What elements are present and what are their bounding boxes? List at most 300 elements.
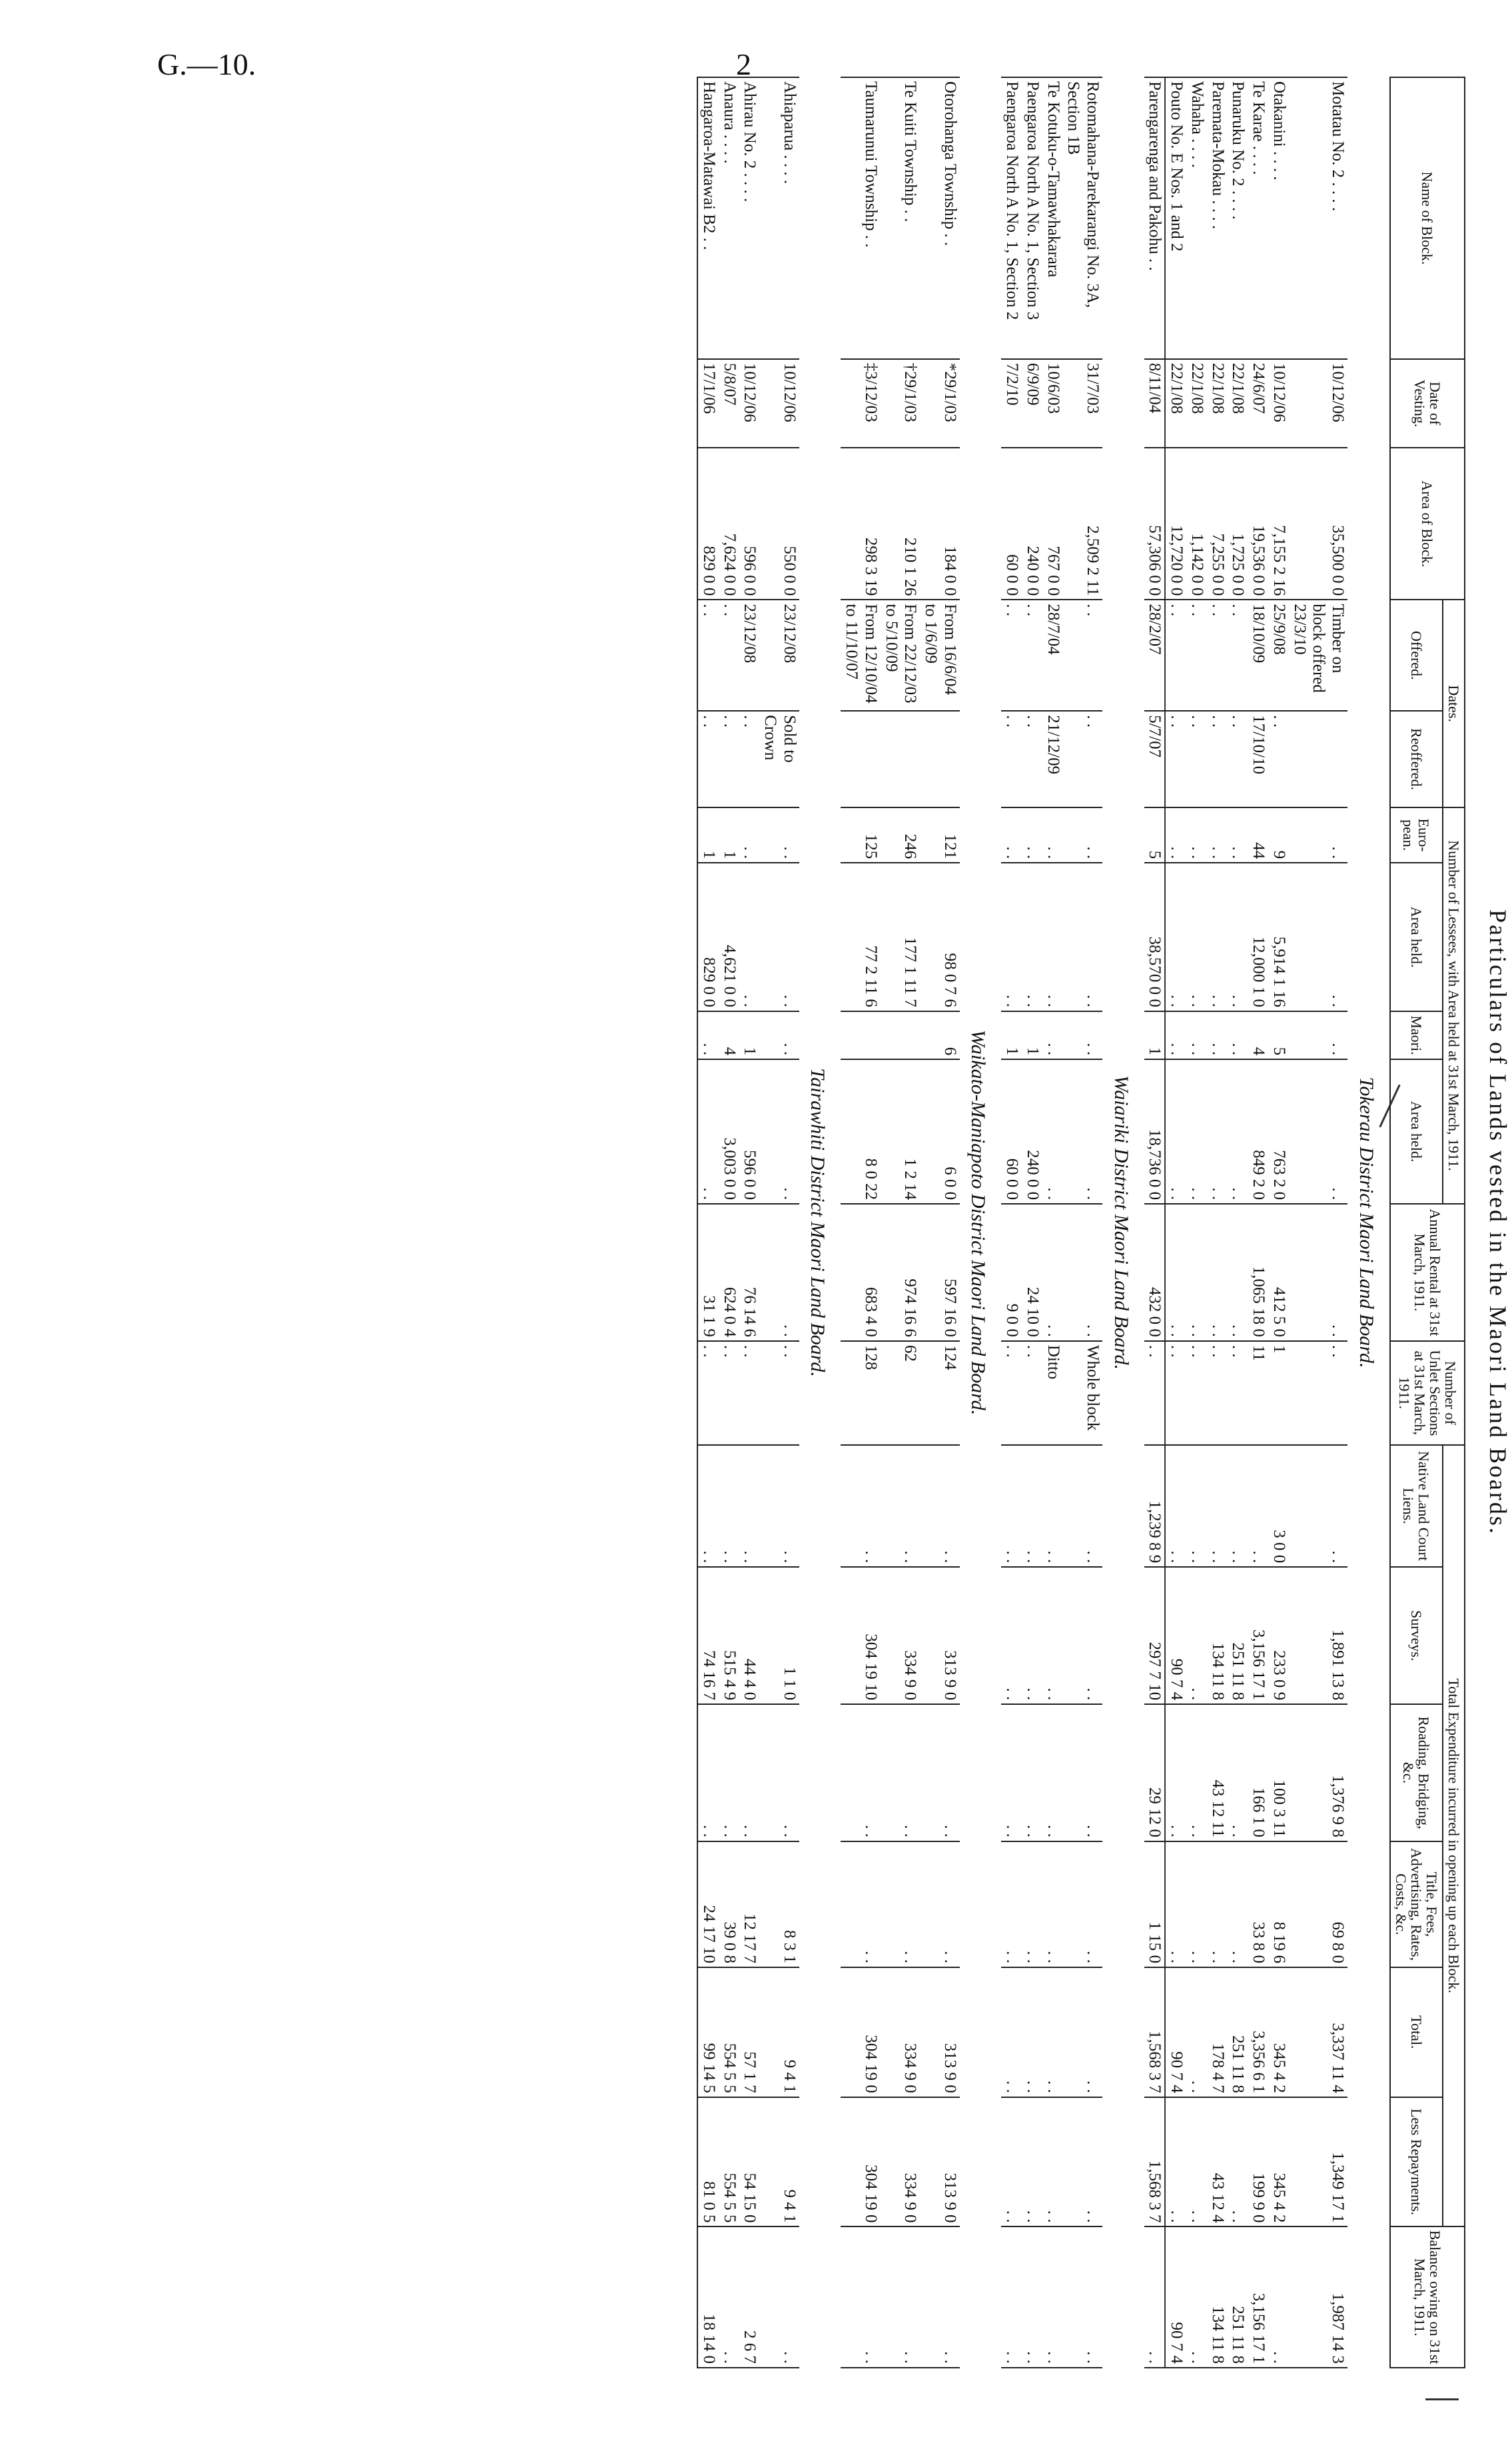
unlet-sections: 62 (881, 1341, 921, 1445)
table-row (759, 77, 799, 2368)
table-row (841, 77, 881, 2368)
offered-date: 23/12/08 (759, 600, 799, 711)
col-maori: Maori. (1390, 1011, 1443, 1059)
balance-owing: 90 7 4 (1165, 2226, 1186, 2368)
total-cost: 313 9 0 (920, 1967, 960, 2097)
offered-date: . . (1228, 600, 1248, 711)
block-area: 298 3 19 (841, 448, 881, 600)
annual-rental: 9 0 0 (1001, 1204, 1022, 1341)
court-liens: . . (841, 1445, 881, 1568)
annual-rental: 683 4 0 (841, 1204, 881, 1341)
annual-rental: 76 14 6 (739, 1204, 760, 1341)
balance-owing: 134 11 8 (1207, 2226, 1228, 2368)
table-row (1042, 77, 1063, 2368)
roading-cost: . . (1228, 1704, 1248, 1841)
block-name: Te Karae . . . . (1248, 77, 1268, 359)
title-fees: . . (881, 1841, 921, 1967)
roading-cost: . . (881, 1704, 921, 1841)
repayments: . . (1042, 2097, 1063, 2227)
european-area: . . (1186, 863, 1207, 1011)
balance-owing: . . (759, 2226, 799, 2368)
european-count: . . (1186, 807, 1207, 863)
vesting-date: 22/1/08 (1186, 359, 1207, 448)
maori-count: . . (1228, 1011, 1248, 1059)
maori-count: . . (1186, 1011, 1207, 1059)
maori-area: 849 2 0 (1248, 1059, 1268, 1204)
block-name: Parengarenga and Pakohu . . (1144, 77, 1166, 359)
col-repayments: Less Repayments. (1390, 2097, 1443, 2227)
section-heading: Waikato-Maniapoto District Maori Land Board. (967, 1029, 990, 1416)
reoffered-date (841, 711, 881, 807)
repayments: 199 9 0 (1248, 2097, 1268, 2227)
annual-rental: 597 16 0 (920, 1204, 960, 1341)
unlet-sections: . . (1001, 1341, 1022, 1445)
repayments: 54 15 0 (739, 2097, 760, 2227)
european-area: . . (1001, 863, 1022, 1011)
surveys-cost: 334 9 0 (881, 1567, 921, 1704)
roading-cost: 1,376 9 8 (1289, 1704, 1347, 1841)
european-count: 246 (881, 807, 921, 863)
maori-count (881, 1011, 921, 1059)
col-roading: Roading, Bridging, &c. (1390, 1704, 1443, 1841)
block-area: 60 0 0 (1001, 448, 1022, 600)
block-name: Ahiaparua . . . . (759, 77, 799, 359)
table-row (719, 77, 739, 2368)
maori-area: 60 0 0 (1001, 1059, 1022, 1204)
european-count: . . (1001, 807, 1022, 863)
table-row (1144, 77, 1166, 2368)
offered-date: From 16/6/04 to 1/6/09 (920, 600, 960, 711)
col-name: Name of Block. (1390, 77, 1465, 359)
european-area: . . (759, 863, 799, 1011)
total-cost: . . (1001, 1967, 1022, 2097)
annual-rental: 974 16 6 (881, 1204, 921, 1341)
european-count: . . (739, 807, 760, 863)
european-count: 1 (697, 807, 719, 863)
roading-cost: . . (759, 1704, 799, 1841)
court-liens: . . (697, 1445, 719, 1568)
european-area: . . (1207, 863, 1228, 1011)
surveys-cost: 44 4 0 (739, 1567, 760, 1704)
roading-cost: . . (1165, 1704, 1186, 1841)
roading-cost: . . (1022, 1704, 1042, 1841)
block-name: Paengaroa North A No. 1, Section 2 (1001, 77, 1022, 359)
vesting-date: 22/1/08 (1165, 359, 1186, 448)
balance-owing: . . (881, 2226, 921, 2368)
reoffered-date (920, 711, 960, 807)
court-liens: . . (1289, 1445, 1347, 1568)
maori-area: . . (1186, 1059, 1207, 1204)
section-heading-row (799, 77, 841, 2368)
unlet-sections: . . (1289, 1341, 1347, 1445)
european-count: . . (1289, 807, 1347, 863)
maori-count: 1 (1022, 1011, 1042, 1059)
maori-count: . . (1165, 1011, 1186, 1059)
european-count: 44 (1248, 807, 1268, 863)
offered-date: From 22/12/03 to 5/10/09 (881, 600, 921, 711)
section-heading: Tairawhiti District Maori Land Board. (807, 1068, 829, 1377)
block-area: 829 0 0 (697, 448, 719, 600)
section-heading-row (960, 77, 1002, 2368)
roading-cost: . . (1186, 1704, 1207, 1841)
balance-owing: . . (1063, 2226, 1103, 2368)
unlet-sections: . . (1144, 1341, 1166, 1445)
reoffered-date: 21/12/09 (1042, 711, 1063, 807)
court-liens: . . (759, 1445, 799, 1568)
european-area: . . (1042, 863, 1063, 1011)
maori-area: . . (1165, 1059, 1186, 1204)
annual-rental: . . (1186, 1204, 1207, 1341)
annual-rental: 31 1 9 (697, 1204, 719, 1341)
annual-rental: 1,065 18 0 (1248, 1204, 1268, 1341)
total-cost: 57 1 7 (739, 1967, 760, 2097)
repayments: 313 9 0 (920, 2097, 960, 2227)
block-name: Otakanini . . . . (1268, 77, 1289, 359)
col-balance: Balance owing on 31st March, 1911. (1390, 2226, 1465, 2368)
surveys-cost: . . (1186, 1567, 1207, 1704)
repayments: 304 19 0 (841, 2097, 881, 2227)
court-liens: . . (1228, 1445, 1248, 1568)
european-count: 9 (1268, 807, 1289, 863)
reoffered-date: . . (1022, 711, 1042, 807)
unlet-sections: Ditto (1042, 1341, 1063, 1445)
court-liens: . . (1186, 1445, 1207, 1568)
reoffered-date: . . (1228, 711, 1248, 807)
european-area: . . (1228, 863, 1248, 1011)
block-name: Punaruku No. 2 . . . . (1228, 77, 1248, 359)
reoffered-date: . . (739, 711, 760, 807)
maori-count: . . (697, 1011, 719, 1059)
col-area-held-maori: Area held. (1390, 1059, 1443, 1204)
repayments: . . (1022, 2097, 1042, 2227)
repayments: . . (1063, 2097, 1103, 2227)
european-area: 4,621 0 0 (719, 863, 739, 1011)
balance-owing: 3,156 17 1 (1248, 2226, 1268, 2368)
european-count: . . (1207, 807, 1228, 863)
rotated-page (187, 77, 1512, 2368)
european-area: 5,914 1 16 (1268, 863, 1289, 1011)
block-area: 240 0 0 (1022, 448, 1042, 600)
roading-cost: 29 12 0 (1144, 1704, 1166, 1841)
unlet-sections: . . (739, 1341, 760, 1445)
vesting-date: 10/12/06 (1289, 359, 1347, 448)
european-area: . . (1289, 863, 1347, 1011)
european-count: 5 (1144, 807, 1166, 863)
maori-area: . . (1207, 1059, 1228, 1204)
unlet-sections: 1 (1268, 1341, 1289, 1445)
maori-count: 5 (1268, 1011, 1289, 1059)
balance-owing: . . (1042, 2226, 1063, 2368)
annual-rental: . . (759, 1204, 799, 1341)
title-fees: 39 0 8 (719, 1841, 739, 1967)
european-area: . . (1022, 863, 1042, 1011)
repayments: . . (1228, 2097, 1248, 2227)
court-liens: . . (1248, 1445, 1268, 1568)
court-liens: . . (1022, 1445, 1042, 1568)
reoffered-date (1289, 711, 1347, 807)
table-row (1289, 77, 1347, 2368)
maori-area: . . (697, 1059, 719, 1204)
title-fees: . . (841, 1841, 881, 1967)
block-area: 7,255 0 0 (1207, 448, 1228, 600)
repayments: 554 5 5 (719, 2097, 739, 2227)
unlet-sections: . . (719, 1341, 739, 1445)
section-heading: Waiariki District Maori Land Board. (1110, 1075, 1132, 1370)
vesting-date: 22/1/08 (1207, 359, 1228, 448)
maori-area: 240 0 0 (1022, 1059, 1042, 1204)
reoffered-date: . . (1001, 711, 1022, 807)
total-cost: . . (1022, 1967, 1042, 2097)
surveys-cost: 90 7 4 (1165, 1567, 1186, 1704)
maori-area: . . (1289, 1059, 1347, 1204)
offered-date: . . (1165, 600, 1186, 711)
block-name: Rotomahana-Parekarangi No. 3A, Section 1B (1063, 77, 1103, 359)
vesting-date: †29/1/03 (881, 359, 921, 448)
balance-owing: . . (1268, 2226, 1289, 2368)
reoffered-date: Sold to Crown (759, 711, 799, 807)
reoffered-date: . . (1165, 711, 1186, 807)
offered-date: . . (719, 600, 739, 711)
repayments: 1,349 17 1 (1289, 2097, 1347, 2227)
offered-date: From 12/10/04 to 11/10/07 (841, 600, 881, 711)
col-title-fees: Title, Fees, Advertising, Rates, Costs, &c. (1390, 1841, 1443, 1967)
maori-area: 3,003 0 0 (719, 1059, 739, 1204)
title-fees: . . (1042, 1841, 1063, 1967)
col-european: Euro-pean. (1390, 807, 1443, 863)
roading-cost: . . (920, 1704, 960, 1841)
annual-rental: 24 10 0 (1022, 1204, 1042, 1341)
european-area: 38,570 0 0 (1144, 863, 1166, 1011)
european-count: . . (759, 807, 799, 863)
table-row (1248, 77, 1268, 2368)
vesting-date: *29/1/03 (920, 359, 960, 448)
vesting-date: 7/2/10 (1001, 359, 1022, 448)
roading-cost: . . (841, 1704, 881, 1841)
title-fees: . . (920, 1841, 960, 1967)
title-fees: 69 8 0 (1289, 1841, 1347, 1967)
maori-count: . . (1042, 1011, 1063, 1059)
unlet-sections: Whole block (1063, 1341, 1103, 1445)
col-area: Area of Block. (1390, 448, 1465, 600)
block-name: Otorohanga Township . . (920, 77, 960, 359)
balance-owing: . . (1001, 2226, 1022, 2368)
repayments: . . (1001, 2097, 1022, 2227)
block-area: 767 0 0 (1042, 448, 1063, 600)
reoffered-date: 17/10/10 (1248, 711, 1268, 807)
offered-date: 28/2/07 (1144, 600, 1166, 711)
block-area: 184 0 0 (920, 448, 960, 600)
balance-owing: 2 6 7 (739, 2226, 760, 2368)
balance-owing: 251 11 8 (1228, 2226, 1248, 2368)
roading-cost: . . (1063, 1704, 1103, 1841)
roading-cost: . . (1042, 1704, 1063, 1841)
roading-cost: . . (697, 1704, 719, 1841)
reoffered-date: . . (719, 711, 739, 807)
unlet-sections: . . (1165, 1341, 1186, 1445)
maori-count: 1 (1001, 1011, 1022, 1059)
vesting-date: 10/6/03 (1042, 359, 1063, 448)
reoffered-date: . . (1207, 711, 1228, 807)
block-area: 19,536 0 0 (1248, 448, 1268, 600)
court-liens: . . (1207, 1445, 1228, 1568)
maori-count: . . (1289, 1011, 1347, 1059)
european-count: . . (1165, 807, 1186, 863)
title-fees: . . (1001, 1841, 1022, 1967)
vesting-date: 24/6/07 (1248, 359, 1268, 448)
court-liens: . . (739, 1445, 760, 1568)
maori-count: . . (759, 1011, 799, 1059)
surveys-cost: 233 0 9 (1268, 1567, 1289, 1704)
vesting-date: 5/8/07 (719, 359, 739, 448)
block-area: 35,500 0 0 (1289, 448, 1347, 600)
block-name: Hangaroa-Matawai B2 . . (697, 77, 719, 359)
unlet-sections: . . (1207, 1341, 1228, 1445)
offered-date: . . (1207, 600, 1228, 711)
block-area: 596 0 0 (739, 448, 760, 600)
european-area: 829 0 0 (697, 863, 719, 1011)
total-cost: 251 11 8 (1228, 1967, 1248, 2097)
col-unlet: Number of Unlet Sections at 31st March, 1911. (1390, 1341, 1465, 1445)
title-fees: . . (1165, 1841, 1186, 1967)
european-area: 12,000 1 0 (1248, 863, 1268, 1011)
surveys-cost: . . (1042, 1567, 1063, 1704)
col-total: Total. (1390, 1967, 1443, 2097)
title-fees: . . (1228, 1841, 1248, 1967)
table-row (1165, 77, 1186, 2368)
maori-area: 763 2 0 (1268, 1059, 1289, 1204)
annual-rental: . . (1228, 1204, 1248, 1341)
table-title: Particulars of Lands vested in the Maori Land Boards. (1485, 909, 1511, 1536)
balance-owing: . . (1186, 2226, 1207, 2368)
unlet-sections: 124 (920, 1341, 960, 1445)
maori-area: . . (1063, 1059, 1103, 1204)
total-cost: 99 14 5 (697, 1967, 719, 2097)
vesting-date: 22/1/08 (1228, 359, 1248, 448)
court-liens: . . (1063, 1445, 1103, 1568)
col-rental: Annual Rental at 31st March, 1911. (1390, 1204, 1465, 1341)
title-fees: 24 17 10 (697, 1841, 719, 1967)
repayments: 9 4 1 (759, 2097, 799, 2227)
surveys-cost: . . (1022, 1567, 1042, 1704)
title-fees: . . (1022, 1841, 1042, 1967)
court-liens: 1,239 8 9 (1144, 1445, 1166, 1568)
col-dates: Dates. (1443, 600, 1465, 807)
total-cost: . . (1042, 1967, 1063, 2097)
vesting-date: 10/12/06 (759, 359, 799, 448)
unlet-sections: . . (1186, 1341, 1207, 1445)
block-area: 1,142 0 0 (1186, 448, 1207, 600)
col-lessees: Number of Lessees, with Area held at 31st March, 1911. (1443, 807, 1465, 1204)
repayments: 43 12 4 (1207, 2097, 1228, 2227)
repayments: . . (1165, 2097, 1186, 2227)
section-heading-row (1102, 77, 1144, 2368)
col-surveys: Surveys. (1390, 1567, 1443, 1704)
title-fees: 12 17 7 (739, 1841, 760, 1967)
court-liens: 3 0 0 (1268, 1445, 1289, 1568)
total-cost: 9 4 1 (759, 1967, 799, 2097)
maori-area: . . (1042, 1059, 1063, 1204)
section-heading: Tokerau District Maori Land Board. (1355, 1077, 1377, 1368)
european-area: 98 0 7 6 (920, 863, 960, 1011)
total-cost: 3,356 6 1 (1248, 1967, 1268, 2097)
maori-count: 4 (1248, 1011, 1268, 1059)
total-cost: 3,337 11 4 (1289, 1967, 1347, 2097)
block-area: 12,720 0 0 (1165, 448, 1186, 600)
table-row (1268, 77, 1289, 2368)
court-liens: . . (1042, 1445, 1063, 1568)
reoffered-date: . . (697, 711, 719, 807)
offered-date: 23/12/08 (739, 600, 760, 711)
court-liens: . . (1165, 1445, 1186, 1568)
balance-owing: . . (1022, 2226, 1042, 2368)
maori-count (841, 1011, 881, 1059)
total-cost: . . (1063, 1967, 1103, 2097)
table-row (1001, 77, 1022, 2368)
maori-area: . . (1228, 1059, 1248, 1204)
roading-cost: 166 1 0 (1248, 1704, 1268, 1841)
roading-cost: 43 12 11 (1207, 1704, 1228, 1841)
block-name: Anaura . . . . (719, 77, 739, 359)
european-area: 177 1 11 7 (881, 863, 921, 1011)
offered-date: 18/10/09 (1248, 600, 1268, 711)
balance-owing: 1,987 14 3 (1289, 2226, 1347, 2368)
repayments: 334 9 0 (881, 2097, 921, 2227)
vesting-date: 6/9/09 (1022, 359, 1042, 448)
table-row (920, 77, 960, 2368)
block-area: 1,725 0 0 (1228, 448, 1248, 600)
block-area: 210 1 26 (881, 448, 921, 600)
european-count: . . (1228, 807, 1248, 863)
european-count: 1 (719, 807, 739, 863)
total-cost: 1,568 3 7 (1144, 1967, 1166, 2097)
table-row (1207, 77, 1228, 2368)
european-count: . . (1022, 807, 1042, 863)
total-cost: 304 19 0 (841, 1967, 881, 2097)
page-number: 2 (736, 47, 751, 81)
total-cost: 554 5 5 (719, 1967, 739, 2097)
offered-date: . . (1186, 600, 1207, 711)
block-name: Paengaroa North A No. 1, Section 3 (1022, 77, 1042, 359)
reoffered-date: . . (1063, 711, 1103, 807)
european-count: . . (1063, 807, 1103, 863)
block-name: Wahaha . . . . (1186, 77, 1207, 359)
repayments: 345 4 2 (1268, 2097, 1289, 2227)
block-name: Taumarunui Township . . (841, 77, 881, 359)
section-heading-row (1347, 77, 1390, 2368)
surveys-cost: 313 9 0 (920, 1567, 960, 1704)
title-fees: 33 8 0 (1248, 1841, 1268, 1967)
vesting-date: ‡3/12/03 (841, 359, 881, 448)
margin-mark (1425, 2398, 1459, 2400)
table-row (1228, 77, 1248, 2368)
european-area: . . (1063, 863, 1103, 1011)
european-count: 121 (920, 807, 960, 863)
offered-date: Timber on block offered 23/3/10 (1289, 600, 1347, 711)
maori-count: 4 (719, 1011, 739, 1059)
annual-rental: 624 0 4 (719, 1204, 739, 1341)
surveys-cost: 1 1 0 (759, 1567, 799, 1704)
reoffered-date: 5/7/07 (1144, 711, 1166, 807)
title-fees: . . (1063, 1841, 1103, 1967)
block-name: Te Kotuku-o-Tamawhakarara (1042, 77, 1063, 359)
block-area: 57,306 0 0 (1144, 448, 1166, 600)
vesting-date: 17/1/06 (697, 359, 719, 448)
maori-count: . . (1207, 1011, 1228, 1059)
maori-area: 1 2 14 (881, 1059, 921, 1204)
table-row (1063, 77, 1103, 2368)
unlet-sections: . . (759, 1341, 799, 1445)
offered-date: 28/7/04 (1042, 600, 1063, 711)
